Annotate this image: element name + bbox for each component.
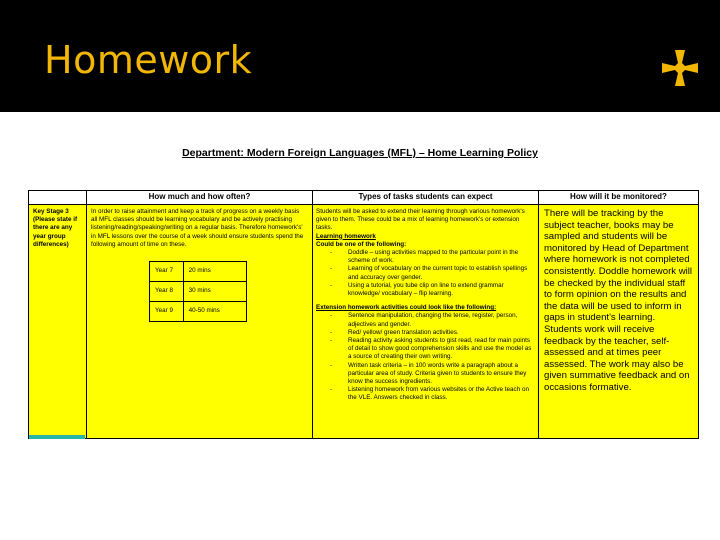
teal-accent [29,435,85,439]
monitoring-column [539,191,698,438]
header-bar [0,0,720,112]
list-item: - Listening homework from various websites or the Active teach on the VLE. Answers checked in class. [330,386,529,402]
year-label: Year 8 [150,282,184,301]
bullet: - [330,361,333,369]
monitoring-header: How will it be monitored? [570,192,667,201]
bullet: - [330,249,333,257]
time-value: 30 mins [184,282,247,301]
policy-table [28,190,699,439]
bullet: - [330,386,333,394]
year-time-table [149,261,247,322]
cross-pattee-icon [658,46,702,90]
tasks-intro: Students will be asked to extend their learning through various homework's given to them. These could be a mix of learning homework's or extension tasks. [316,208,525,232]
list-item: - Learning of vocabulary on the current topic to establish spellings and accuracy over gender. [330,265,528,281]
tasks-column [313,191,539,438]
year-label: Year 9 [150,302,184,321]
monitoring-text: There will be tracking by the subject teacher, books may be sampled and students will be monitored by Head of Department where homework is not completed consistently. Doddle homework will be checked by the individual staff to form opinion on the results and the data will be used to inform in gaps in student's learning. Students work will receive feedback by the teacher, self-assessed and at times peer assessed. The work may also be given summative feedback and on occasions formative. [544,208,693,393]
extension-heading: Extension homework activities could look like the following: [316,304,497,312]
policy-title: Department: Modern Foreign Languages (MFL) – Home Learning Policy [182,147,538,159]
frequency-column [87,191,313,438]
learning-heading: Learning homework [316,232,376,240]
list-item: - Using a tutorial, you tube clip on line to extend grammar knowledge/ vocabulary – flip learning. [330,281,504,298]
bullet: - [330,337,333,345]
tasks-header: Types of tasks students can expect [358,192,493,201]
frequency-text: In order to raise attainment and keep a track of progress on a weekly basis all MFL classes should be learning vocabulary and be actively practising listening/reading/speaking/writing on a regular basis. Therefore homework's' in MFL lessons over the course of a week should ensure students spend the following amount of time on these. [91,208,304,248]
table-row [150,302,247,322]
time-value: 20 mins [184,262,247,281]
bullet: - [330,312,333,320]
list-item: - Reading activity asking students to gist read, read for main points of detail to show good comprehension skills and use the model as a source of creating their own writing. [330,337,532,361]
could-be-line: Could be one of the following: [316,240,407,248]
list-item: - Red/ yellow/ green translation activities. [330,328,459,336]
tasks-text [316,208,536,403]
page-title: Homework [44,38,253,82]
list-item: - Doddle – using activities mapped to the particular point in the scheme of work. [330,249,519,265]
key-stage-label: Key Stage 3 (Please state if there are any year group differences) [33,208,78,248]
bullet: - [330,328,333,336]
year-label: Year 7 [150,262,184,281]
list-item: - Sentence manipulation, changing the tense, register, person, adjectives and gender. [330,312,518,328]
key-stage-column [29,191,87,438]
time-value: 40-50 mins [184,302,247,321]
table-row [150,282,247,302]
table-row [150,262,247,282]
frequency-header: How much and how often? [148,192,251,201]
bullet: - [330,281,333,289]
list-item: - Written task criteria – in 100 words write a paragraph about a particular area of study. Criteria given to students to ensure they know the success ingredients. [330,361,527,386]
bullet: - [330,265,333,273]
